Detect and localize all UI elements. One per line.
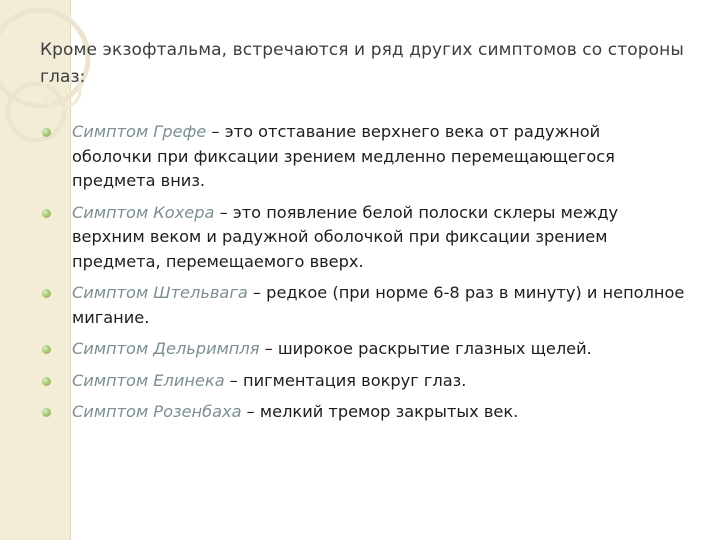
list-item [40,337,685,362]
bullet-icon [42,408,51,417]
symptom-description: – пигментация вокруг глаз. [224,370,467,390]
bullet-icon [42,377,51,386]
symptom-list [40,120,685,432]
symptom-description: – это появление белой полоски склеры между верхним веком и радужной оболочкой при фиксации зрением предмета, перемещаемого вверх. [72,202,619,271]
slide-title: Кроме экзофтальма, встречаются и ряд других симптомов со стороны глаз: [40,40,684,87]
symptom-description: – мелкий тремор закрытых век. [241,402,519,421]
symptom-name: Симптом Розенбаха [72,402,242,421]
list-item [40,281,685,330]
bullet-icon [42,128,51,137]
list-item [40,369,685,394]
bullet-icon [42,345,51,354]
symptom-name: Симптом Дельримпля [72,339,260,358]
symptom-description: – широкое раскрытие глазных щелей. [259,339,592,358]
symptom-name: Симптом Штельвага [72,283,248,302]
list-item [40,120,685,194]
symptom-description: – редкое (при норме 6-8 раз в минуту) и неполное мигание. [72,283,685,327]
symptom-name: Симптом Грефе [72,122,207,141]
bullet-icon [42,289,51,298]
symptom-description: – это отставание верхнего века от радужной оболочки при фиксации зрением медленно перемещающегося предмета вниз. [72,122,615,190]
list-item [40,201,685,275]
bullet-icon [42,209,51,218]
list-item [40,400,685,425]
symptom-name: Симптом Елинека [72,370,225,390]
symptom-name: Симптом Кохера [72,202,215,222]
